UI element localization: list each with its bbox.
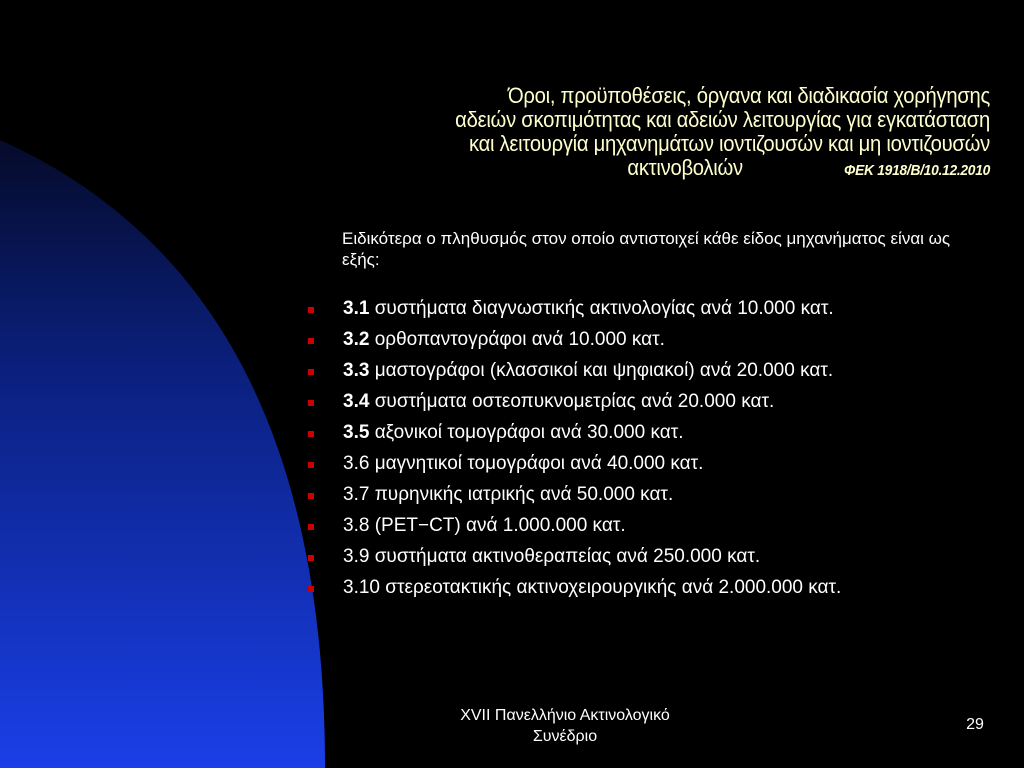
fek-reference: ΦΕΚ 1918/Β/10.12.2010 xyxy=(844,162,990,179)
item-text: συστήματα ακτινοθεραπείας ανά 250.000 κατ. xyxy=(369,546,761,567)
page-number: 29 xyxy=(966,716,984,733)
item-number: 3.1 xyxy=(343,298,370,319)
square-bullet-icon xyxy=(308,369,314,375)
item-text: μαστογράφοι (κλασσικοί και ψηφιακοί) ανά 20.000 κατ. xyxy=(369,360,834,381)
item-number: 3.10 xyxy=(343,577,380,598)
square-bullet-icon xyxy=(308,307,314,313)
title-line-2: αδειών σκοπιμότητας και αδειών λειτουργίας για εγκατάσταση xyxy=(455,107,991,132)
item-number: 3.3 xyxy=(343,360,370,381)
item-number: 3.4 xyxy=(343,391,370,412)
square-bullet-icon xyxy=(308,431,314,437)
square-bullet-icon xyxy=(308,524,314,530)
item-text: συστήματα διαγνωστικής ακτινολογίας ανά 10.000 κατ. xyxy=(369,298,834,319)
title-line-4-text: ακτινοβολιών xyxy=(627,155,743,180)
item-text: ορθοπαντογράφοι ανά 10.000 κατ. xyxy=(369,329,665,350)
item-number: 3.9 xyxy=(343,546,370,567)
footer-line-1: XVII Πανελλήνιο Ακτινολογικό xyxy=(460,707,670,724)
title-line-4 xyxy=(355,156,990,183)
list-item xyxy=(305,386,1024,417)
list-item xyxy=(305,448,1024,479)
blue-gradient-panel xyxy=(0,0,325,768)
intro-text: Ειδικότερα ο πληθυσμός στον οποίο αντιστοιχεί κάθε είδος μηχανήματος είναι ως εξής: xyxy=(342,229,951,269)
equipment-list xyxy=(305,293,1024,603)
item-text: αξονικοί τομογράφοι ανά 30.000 κατ. xyxy=(369,422,684,443)
list-item xyxy=(305,479,1024,510)
square-bullet-icon xyxy=(308,586,314,592)
item-number: 3.8 xyxy=(343,515,370,536)
list-item xyxy=(305,417,1024,448)
item-text: μαγνητικοί τομογράφοι ανά 40.000 κατ. xyxy=(369,453,704,474)
list-item xyxy=(305,510,1024,541)
slide-footer xyxy=(405,705,725,747)
list-item xyxy=(305,355,1024,386)
item-number: 3.5 xyxy=(343,422,370,443)
list-item xyxy=(305,324,1024,355)
list-item xyxy=(305,541,1024,572)
item-text: πυρηνικής ιατρικής ανά 50.000 κατ. xyxy=(369,484,674,505)
square-bullet-icon xyxy=(308,400,314,406)
square-bullet-icon xyxy=(308,338,314,344)
title-line-3: και λειτουργία μηχανημάτων ιοντιζουσών και μη ιοντιζουσών xyxy=(468,131,990,156)
title-line-1: Όροι, προϋποθέσεις, όργανα και διαδικασία χορήγησης xyxy=(508,83,990,108)
item-text: (PET−CT) ανά 1.000.000 κατ. xyxy=(369,515,626,536)
item-number: 3.6 xyxy=(343,453,370,474)
slide-title xyxy=(355,84,990,183)
item-number: 3.2 xyxy=(343,329,370,350)
list-item xyxy=(305,293,1024,324)
square-bullet-icon xyxy=(308,555,314,561)
item-text: συστήματα οστεοπυκνομετρίας ανά 20.000 κατ. xyxy=(369,391,775,412)
square-bullet-icon xyxy=(308,462,314,468)
square-bullet-icon xyxy=(308,493,314,499)
list-item xyxy=(305,572,1024,603)
item-number: 3.7 xyxy=(343,484,370,505)
item-text: στερεοτακτικής ακτινοχειρουργικής ανά 2.000.000 κατ. xyxy=(379,577,842,598)
footer-line-2: Συνέδριο xyxy=(532,728,598,745)
